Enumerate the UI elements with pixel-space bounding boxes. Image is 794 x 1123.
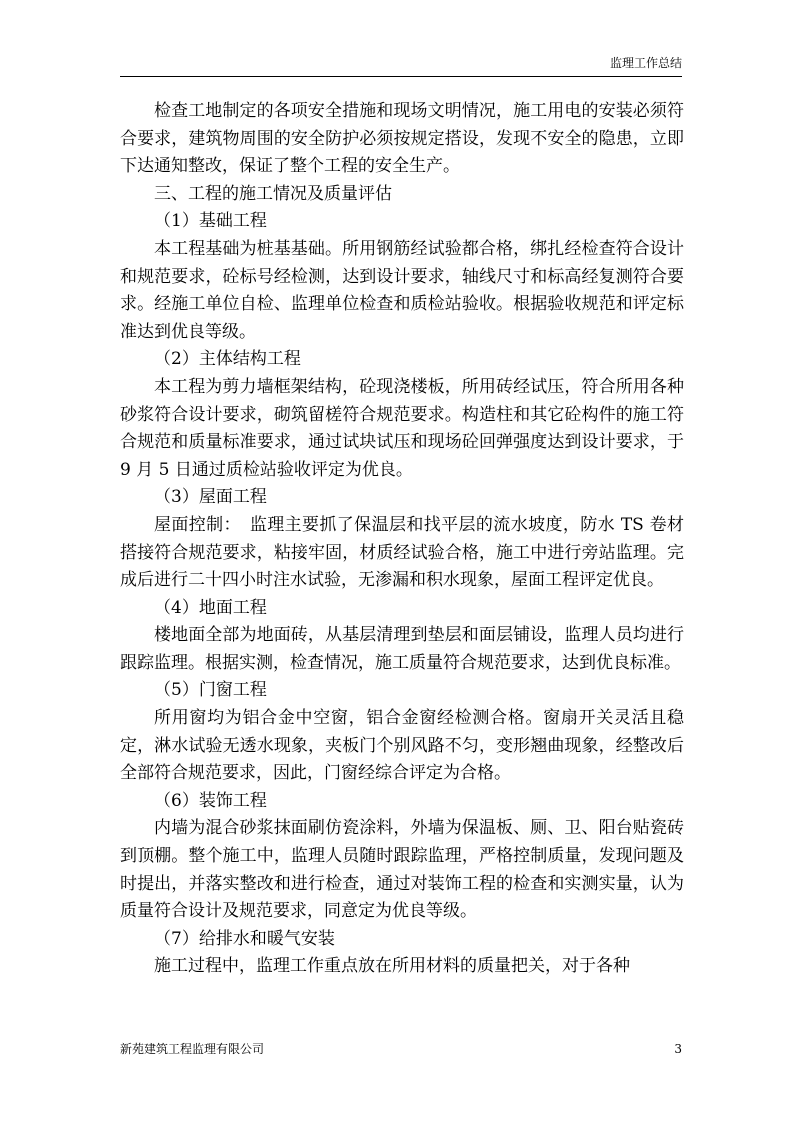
paragraph-decoration: 内墙为混合砂浆抹面刷仿瓷涂料，外墙为保温板、厕、卫、阳台贴瓷砖到顶棚。整个施工中，监理人员随时跟踪监理，严格控制质量，发现问题及时提出，并落实整改和进行检查，通过对装饰工程的检查和实测实量，认为质量符合设计及规范要求，同意定为优良等级。 [120, 818, 684, 922]
paragraph-safety-inspection: 检查工地制定的各项安全措施和现场文明情况，施工用电的安装必须符合要求，建筑物周围的安全防护必须按规定搭设，发现不安全的隐患，立即下达通知整改，保证了整个工程的安全生产。 [120, 101, 684, 177]
page-footer [120, 1042, 682, 1058]
paragraph-roof: 屋面控制： 监理主要抓了保温层和找平层的流水坡度，防水 TS 卷材搭接符合规范要求，粘接牢固，材质经试验合格，施工中进行旁站监理。完成后进行二十四小时注水试验，无渗漏和积水现象，屋面工程评定优良。 [120, 514, 684, 591]
subheading-doors-windows: （5）门窗工程 [154, 680, 267, 701]
subheading-floor: （4）地面工程 [154, 597, 267, 618]
page-number: 3 [674, 1042, 682, 1056]
section-heading-construction-quality: 三、工程的施工情况及质量评估 [154, 183, 392, 204]
paragraph-foundation: 本工程基础为桩基基础。所用钢筋经试验都合格，绑扎经检查符合设计和规范要求，砼标号经检测，达到设计要求，轴线尺寸和标高经复测符合要求。经施工单位自检、监理单位检查和质检站验收。根据验收规范和评定标准达到优良等级。 [120, 238, 684, 342]
subheading-plumbing-heating: （7）给排水和暖气安装 [154, 928, 335, 949]
page-header [120, 56, 682, 77]
paragraph-doors-windows: 所用窗均为铝合金中空窗，铝合金窗经检测合格。窗扇开关灵活且稳定，淋水试验无透水现象，夹板门个别风路不匀，变形翘曲现象，经整改后全部符合规范要求，因此，门窗经综合评定为合格。 [120, 708, 684, 784]
subheading-decoration: （6）装饰工程 [154, 790, 267, 811]
paragraph-plumbing-heating: 施工过程中，监理工作重点放在所用材料的质量把关，对于各种 [154, 956, 630, 977]
footer-company-name: 新苑建筑工程监理有限公司 [120, 1042, 265, 1056]
subheading-main-structure: （2）主体结构工程 [154, 349, 301, 370]
subheading-foundation: （1）基础工程 [154, 211, 267, 232]
paragraph-floor: 楼地面全部为地面砖，从基层清理到垫层和面层铺设，监理人员均进行跟踪监理。根据实测，检查情况，施工质量符合规范要求，达到优良标准。 [120, 625, 684, 673]
document-body [120, 98, 684, 981]
header-title: 监理工作总结 [609, 56, 682, 70]
paragraph-main-structure: 本工程为剪力墙框架结构，砼现浇楼板，所用砖经试压，符合所用各种砂浆符合设计要求，砌筑留槎符合规范要求。构造柱和其它砼构件的施工符合规范和质量标准要求，通过试块试压和现场砼回弹强度达到设计要求，于 9 月 5 日通过质检站验收评定为优良。 [120, 376, 684, 480]
subheading-roof: （3）屋面工程 [154, 487, 267, 508]
